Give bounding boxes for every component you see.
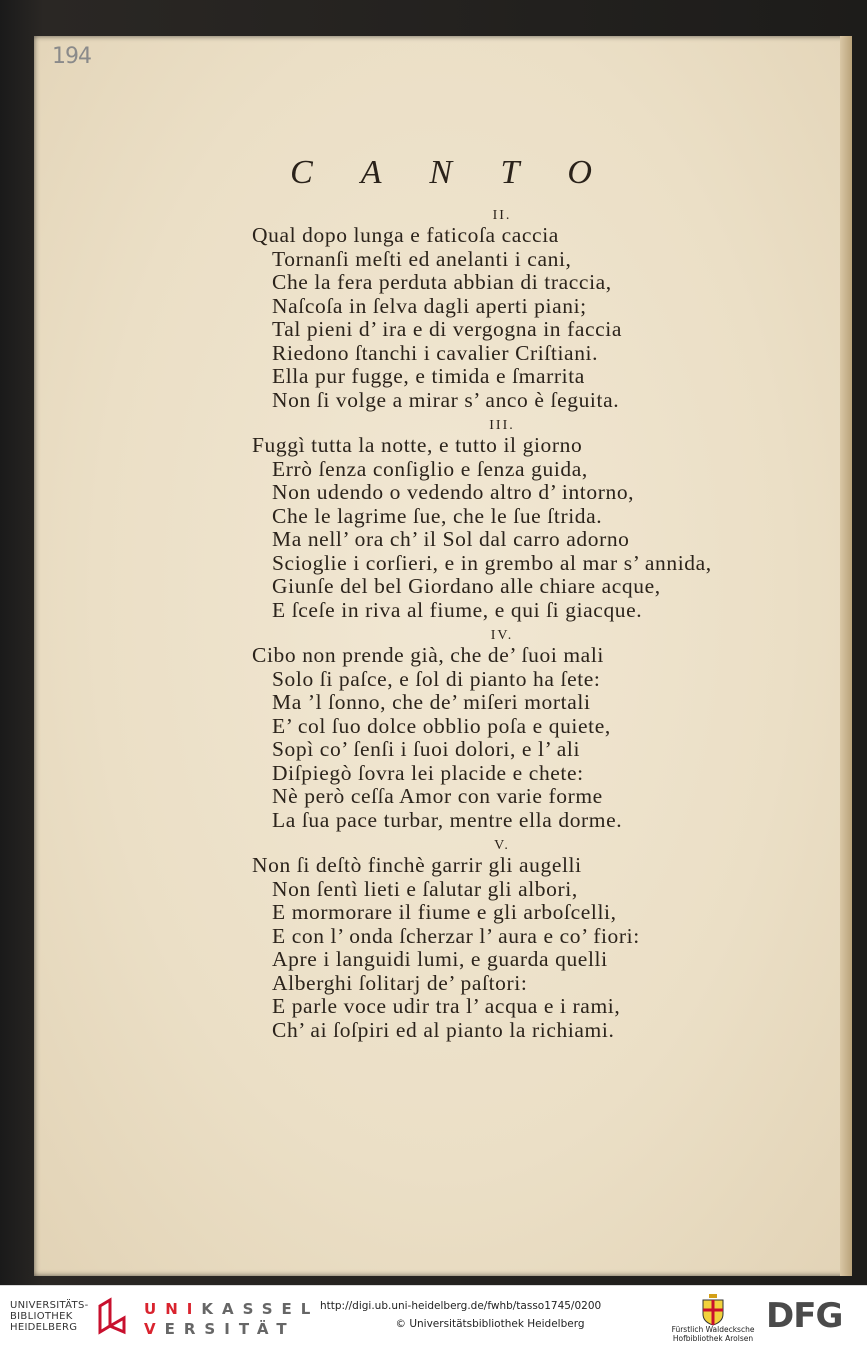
kassel-logo-letter: K [201, 1300, 222, 1318]
verse-line: Ella pur fugge, e timida e ſmarrita [272, 364, 585, 388]
verse-line: Errò ſenza conſiglio e ſenza guida, [272, 456, 588, 481]
kassel-logo-letter: U [144, 1300, 166, 1318]
verse-line: Che le lagrime ſue, che le ſue ſtrida. [272, 503, 603, 528]
verse-line: Qual dopo lunga e faticoſa caccia [252, 223, 559, 247]
verse-line: Nè però ceſſa Amor con varie forme [272, 784, 603, 808]
kassel-logo-letter: E [281, 1300, 301, 1318]
verse-line: Apre i languidi lumi, e guarda quelli [272, 947, 608, 971]
kassel-logo-letter: T [276, 1320, 296, 1338]
folio-number: 194 [52, 44, 91, 69]
verse-line: Tal pieni d’ ira e di vergogna in faccia [272, 317, 623, 341]
verse-line: E con l’ onda ſcherzar l’ aura e co’ fiori: [272, 923, 640, 948]
kassel-logo-letter: V [144, 1320, 165, 1338]
kassel-logo-letter: I [224, 1320, 239, 1338]
verse-line: E ſceſe in riva al fiume, e qui ſi giacque. [272, 597, 643, 622]
kassel-logo [144, 1299, 319, 1339]
verse-line: La ſua pace turbar, mentre ella dorme. [272, 807, 623, 832]
heidelberg-line-3: HEIDELBERG [10, 1322, 78, 1333]
verse-line: E mormorare il fiume e gli arboſcelli, [272, 900, 617, 924]
verse-line: Diſpiegò ſovra lei placide e chete: [272, 760, 584, 785]
verse-line: Non ſi deſtò finchè garrir gli augelli [252, 853, 582, 877]
arolsen-line-1: Fürstlich Waldecksche [671, 1325, 755, 1334]
verse-line: Riedono ſtanchi i cavalier Criſtiani. [272, 340, 599, 365]
verse-line: Giunſe del bel Giordano alle chiare acque, [272, 574, 661, 598]
verse-line: Fuggì tutta la notte, e tutto il giorno [252, 433, 583, 457]
arolsen-line-2: Hofbibliothek Arolsen [672, 1333, 754, 1343]
stanza-number: II. [492, 208, 512, 223]
verse-line: Non ſi volge a mirar s’ anco è ſeguita. [272, 387, 620, 412]
verse-line: Ma ’l ſonno, che de’ miſeri mortali [272, 690, 591, 714]
kassel-logo-letter: S [204, 1320, 225, 1338]
poem-text [252, 202, 812, 1042]
kassel-logo-letter: T [238, 1320, 257, 1338]
verse-line: Naſcoſa in ſelva dagli aperti piani; [272, 293, 587, 318]
verse-line: Non ſentì lieti e ſalutar gli albori, [272, 876, 578, 901]
kassel-logo-letter: Ä [256, 1320, 277, 1338]
document-url[interactable]: http://digi.ub.uni-heidelberg.de/fwhb/tasso1745/0200 [320, 1300, 602, 1312]
arolsen-library-name [668, 1326, 758, 1343]
kassel-logo-letter: E [164, 1320, 184, 1338]
stanza-number: IV. [490, 628, 514, 643]
heidelberg-line-2: BIBLIOTHEK [10, 1311, 73, 1322]
arolsen-crest-icon [700, 1292, 726, 1326]
verse-line: Ma nell’ ora ch’ il Sol dal carro adorno [272, 527, 630, 551]
kassel-logo-letter: S [261, 1300, 282, 1318]
stanza-number: III. [489, 418, 515, 433]
book-page [34, 36, 852, 1276]
kassel-logo-letter: A [221, 1300, 243, 1318]
verse-line: E parle voce udir tra l’ acqua e i rami, [272, 994, 621, 1018]
page-edge [840, 36, 852, 1276]
kassel-logo-letter: N [165, 1300, 187, 1318]
footer-bar [0, 1285, 867, 1348]
canto-title: C A N T O [290, 154, 612, 191]
heidelberg-line-1: UNIVERSITÄTS- [10, 1300, 89, 1311]
kassel-logo-letter: I [186, 1300, 202, 1318]
kassel-logo-letter: L [300, 1300, 320, 1318]
dfg-logo: DFG [766, 1296, 843, 1336]
verse-line: E’ col ſuo dolce obblio poſa e quiete, [272, 713, 611, 738]
verse-line: Che la fera perduta abbian di traccia, [272, 270, 612, 294]
verse-line: Solo ſi paſce, e ſol di pianto ha ſete: [272, 666, 601, 691]
heidelberg-library-name [10, 1300, 89, 1333]
heidelberg-logo-icon [96, 1296, 130, 1336]
verse-line: Scioglie i corſieri, e in grembo al mar s’ annida, [272, 550, 712, 575]
verse-line: Non udendo o vedendo altro d’ intorno, [272, 480, 635, 504]
verse-line: Sopì co’ ſenſi i ſuoi dolori, e l’ ali [272, 737, 581, 761]
copyright-notice: © Universitätsbibliothek Heidelberg [395, 1318, 585, 1330]
verse-line: Ch’ ai ſoſpiri ed al pianto la richiami. [272, 1017, 615, 1042]
kassel-logo-letter: S [242, 1300, 262, 1318]
kassel-logo-letter: R [183, 1320, 205, 1338]
verse-line: Alberghi ſolitarj de’ paſtori: [272, 970, 528, 995]
verse-line: Cibo non prende già, che de’ ſuoi mali [252, 643, 604, 667]
stanza-number: V. [494, 838, 510, 853]
verse-line: Tornanſi meſti ed anelanti i cani, [272, 246, 572, 271]
